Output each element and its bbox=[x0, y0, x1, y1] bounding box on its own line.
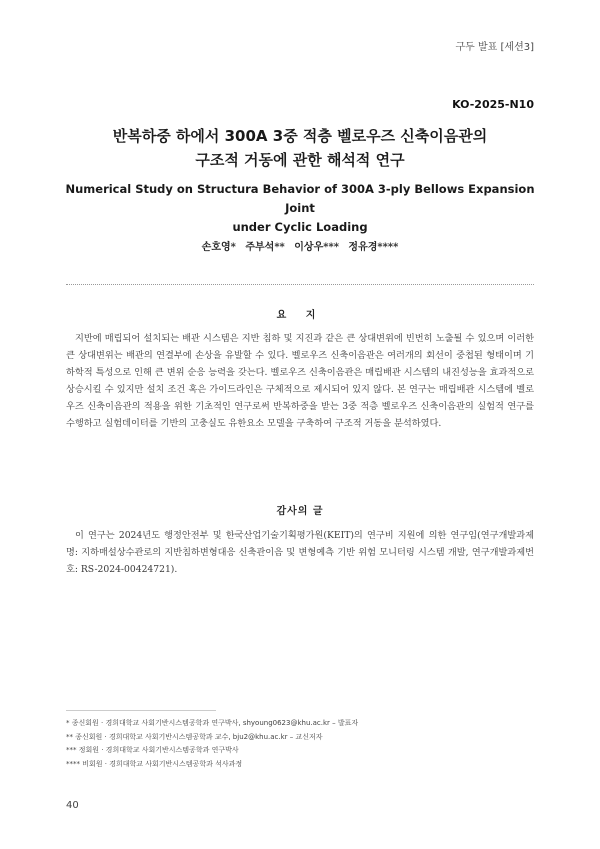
english-title bbox=[50, 180, 550, 237]
page-number: 40 bbox=[66, 800, 79, 811]
footnotes bbox=[66, 717, 534, 771]
footnote-rule bbox=[66, 710, 216, 711]
korean-title-line-1: 반복하중 하에서 300A 3중 적층 벨로우즈 신축이음관의 bbox=[112, 127, 488, 145]
abstract-body: 지반에 매립되어 설치되는 배관 시스템은 지반 침하 및 지진과 같은 큰 상대변위에 빈번히 노출될 수 있으며 이러한 큰 상대변위는 배관의 연결부에 손상을 유발할 수 있다. 벨로우즈 신축이음관은 여러개의 회선이 중첩된 형태이며 기하학적 특성으로 인해 큰 변위 순응 능력을 갖는다. 벨로우즈 신축이음관은 매립배관 시스템의 내진성능을 효과적으로 상승시킬 수 있지만 설치 조건 혹은 가이드라인은 구체적으로 제시되어 있지 않다. 본 연구는 매립배관 시스템에 벨로우즈 신축이음관의 적용을 위한 기초적인 연구로써 반복하중을 받는 3중 적층 벨로우즈 신축이음관의 실험적 연구를 수행하고 실험데이터를 기반의 고충실도 유한요소 모델을 구축하여 구조적 거동을 분석하였다. bbox=[66, 333, 534, 429]
footnote-item: **** 비회원 · 경희대학교 사회기반시스템공학과 석사과정 bbox=[66, 759, 243, 768]
session-label: 구두 발표 [세션3] bbox=[455, 42, 534, 53]
acknowledgement-body: 이 연구는 2024년도 행정안전부 및 한국산업기술기획평가원(KEIT)의 연구비 지원에 의한 연구임(연구개발과제명: 지하매설상수관로의 지반침하변형대응 신축관이음 및 변형예측 기반 위험 모니터링 시스템 개발, 연구개발과제번호: RS-2024-00424721). bbox=[66, 530, 534, 575]
footnote-item: *** 정회원 · 경희대학교 사회기반시스템공학과 연구박사 bbox=[66, 746, 239, 754]
korean-title-line-2: 구조적 거동에 관한 해석적 연구 bbox=[195, 151, 405, 169]
abstract-heading: 요 지 bbox=[276, 310, 324, 321]
english-title-line-1: Numerical Study on Structura Behavior of 300A 3-ply Bellows Expansion Joint bbox=[65, 182, 535, 215]
paper-code: KO-2025-N10 bbox=[452, 98, 534, 111]
acknowledgement-heading: 감사의 글 bbox=[276, 506, 324, 517]
author-list: 손호영* 주부석** 이상우*** 정유경**** bbox=[201, 242, 399, 253]
english-title-line-2: under Cyclic Loading bbox=[232, 220, 368, 234]
footnote-item: ** 종신회원 · 경희대학교 사회기반시스템공학과 교수, bju2@khu.ac.kr – 교신저자 bbox=[66, 732, 323, 741]
footnote-item: * 종신회원 · 경희대학교 사회기반시스템공학과 연구박사, shyoung0623@khu.ac.kr – 발표자 bbox=[66, 719, 359, 727]
korean-title bbox=[40, 124, 560, 172]
section-divider bbox=[66, 284, 534, 285]
